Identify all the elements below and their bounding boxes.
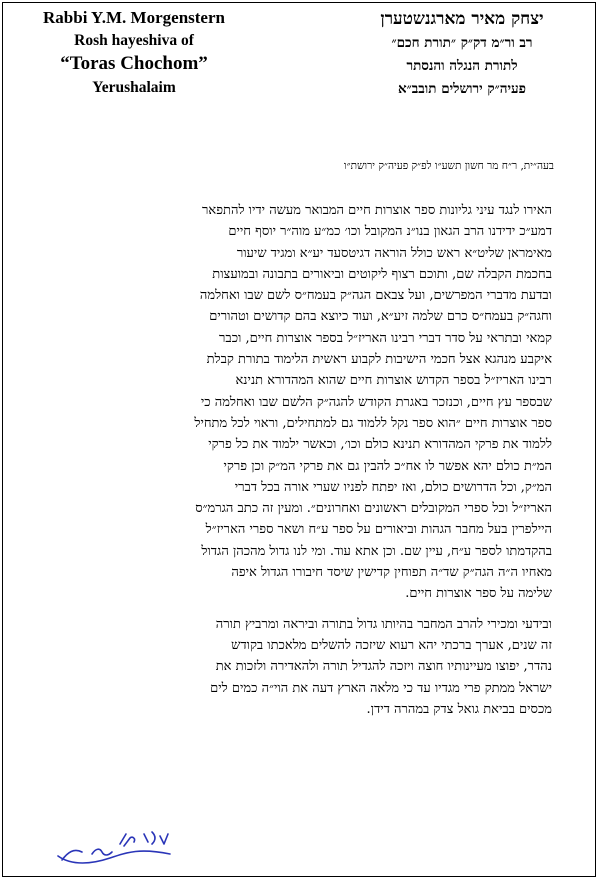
letter-line: מאימראן שליט״א ראש כולל הוראה דגיטסעד יע״א ומגיד שיעור: [236, 245, 552, 261]
letterhead-hebrew: [342, 6, 582, 101]
letter-body: [44, 200, 552, 720]
letter-line: קמאי ובתראי על סדר דברי רבינו האריז״ל בספר אוצרות חיים, וכבר: [219, 330, 552, 346]
signature: [52, 826, 182, 872]
institution-name-english: “Toras Chochom”: [60, 53, 208, 74]
rabbi-role-english: Rosh hayeshiva of: [74, 32, 194, 49]
letter-line: זה שנים, אערך ברכתי יהא רעוא שיזכה להשלים מלאכתו בקודש: [231, 637, 552, 653]
rabbi-name-english: Rabbi Y.M. Morgenstern: [43, 8, 225, 27]
letter-line: בהקדמתו לספר ע״ח, עיין שם. וכן אתא עוד. ומי לנו גדול מהכהן הגדול: [201, 543, 552, 559]
letter-line: ובידעי ומכירי להרב המחבר בהיותו גדול בתורה וביראה ומרביץ תורה: [215, 616, 552, 632]
letter-line: איקבע מנהגא אצל חכמי הישיבות לקבוע ראשית הלימוד בתורת קבלת: [206, 352, 552, 368]
letter-line: שלימה על ספר אוצרות חיים.: [405, 586, 552, 602]
city-english: Yerushalaim: [92, 79, 176, 96]
letter-line: ספר אוצרות חיים ״הוא ספר נקל ללמוד גם למתחילים, וראוי לכל מתחיל: [194, 415, 552, 431]
letter-line: נהדר, יפוצו מעיינותיו חוצה ויזכה להגדיל תורה ולהאדירה ולזכות את: [215, 659, 552, 675]
letter-line: ללמוד את פרקי המהדורא תנינא כולם וכו׳, וכאשר ילמוד את כל פרקי: [208, 437, 552, 453]
paragraph-gap: [44, 605, 552, 614]
letter-dateline: בעה״ית, ר״ח מר חשון תשע״ו לפ״ק פעיה״ק ירושת״ו: [343, 160, 554, 172]
letter-line: המ״ת כולם יהא אפשר לו אח״כ להבין גם את פרקי המ״ק וכן פרקי: [223, 458, 552, 474]
letter-line: היילפרין בעל מחבר הגהות וביאורים על ספר ע״ח ושאר ספרי האריז״ל: [205, 522, 552, 538]
letter-line: בחכמת הקבלה שם, ותוכם רצוף ליקוטים וביאורים בתבונה ובמועצות: [212, 266, 552, 282]
letter-line: ישראל ממתק פרי מגדיו עד כי מלאה הארץ דעה את הוי״ה כמים לים: [210, 680, 552, 696]
letter-line: מאחיו ה״ה הגה״ק שד״ה תפוחין קדישין שיסד חיבורו הגדול איפה: [231, 565, 552, 581]
letter-line: מכסים בביאת גואל צדק במהרה דידן.: [366, 701, 552, 717]
letter-line: ובדעת מדברי המפרשים, ועל צבאם הגה״ק בעמח״ס לשם שבו ואחלמה: [199, 288, 552, 304]
letter-line: שבספר עץ חיים, וכנזכר באגרת הקודש להגה״ק הלשם שבו ואחלמה כי: [200, 394, 552, 410]
letter-line: וחגה״ק בעמח״ס כרם שלמה זיע״א, ועוד כיוצא בהם קדושים וטהורים: [209, 309, 552, 325]
rabbi-role-hebrew: רב ור״מ דק״ק ״תורת חכם״: [391, 35, 533, 51]
letter-line: רבינו האריז״ל בספר הקדוש אוצרות חיים שהוא המהדורא תנינא: [235, 373, 552, 389]
letter-line: האירו לנגד עיני גליונות ספר אוצרות חיים המבואר מעשה ידיו להתפאר: [202, 203, 552, 218]
letter-line: דמע״כ ידידנו הרב הגאון בנו״נ המקובל וכו׳ כמ״ע מוה״ר יוסף חיים: [228, 224, 552, 240]
letter-line: המ״ק, וכל הדרושים כולם, ואז יפתח לפניו שערי אורה בכל דברי: [234, 479, 552, 495]
city-hebrew: פעיה״ק ירושלים תובב״א: [398, 81, 526, 97]
rabbi-name-hebrew: יצחק מאיר מארגנשטערן: [380, 9, 544, 29]
letter-line: האריז״ל וכל ספרי המקובלים ראשונים ואחרונים״. ומעין זה כתב הגרמ״ס: [195, 501, 552, 517]
letterhead-english: [14, 6, 254, 100]
institution-subtitle-hebrew: לתורת הנגלה והנסתר: [406, 58, 518, 74]
